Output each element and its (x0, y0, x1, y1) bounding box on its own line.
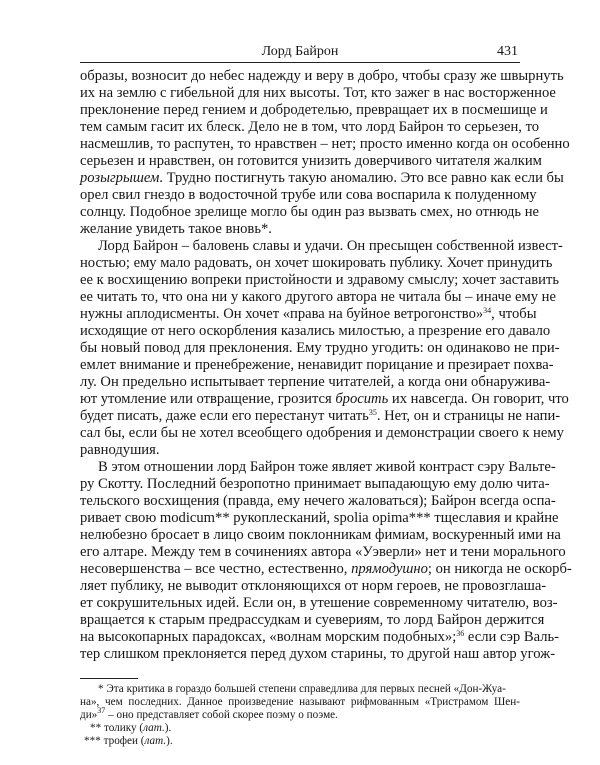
text-run: ру Скотту. Последний безропотно принимает выпадающую ему долю чита- (80, 476, 550, 492)
text-line (80, 340, 560, 357)
text-run: В этом отношении лорд Байрон тоже являет живой контраст сэру Вальте- (98, 459, 556, 475)
text-run: вращается к старым предрассудкам и суевериям, то лорд Байрон держится (80, 612, 545, 628)
footnote-ref: 37 (97, 706, 106, 715)
paragraph (80, 238, 569, 459)
text-line (80, 391, 569, 408)
text-run: исходящие от него оскорбления казались милостью, а презрение его давало (80, 323, 551, 339)
text-line (80, 544, 566, 561)
text-line (80, 68, 564, 85)
text-run: ее читать то, что она ни у какого другого автора не читала бы – иначе ему не (80, 289, 556, 305)
text-run: тем самым гасит их блеск. Дело не в том, что лорд Байрон то серьезен, то (80, 119, 540, 135)
running-header (80, 42, 520, 63)
text-line (80, 646, 556, 663)
text-line (80, 578, 547, 595)
text-run: если сэр Валь- (464, 629, 559, 645)
text-line (80, 85, 556, 102)
text-run: их навсегда. Он говорит, что (388, 391, 569, 407)
italic-text: прямодушно (351, 561, 428, 577)
text-line (80, 323, 551, 340)
text-line (80, 493, 556, 510)
text-line (80, 442, 520, 459)
text-run: лу. Он предельно испытывает терпение читателей, а когда они обнаружива- (80, 374, 551, 390)
text-run: ляет публику, не выводит отклоняющихся от норм героев, не провозглаша- (80, 578, 547, 594)
text-run: ют утомление или отвращение, грозится (80, 391, 336, 407)
text-run: на», чем последних. Данное произведение называют рифмованным «Тристрамом Шен- (80, 696, 520, 708)
text-run: емлет внимание и пренебрежение, ненавидит порицание и презирает похва- (80, 357, 554, 373)
text-run: солнцу. Подобное зрелище могло бы один раз вызвать смех, но отнюдь не (80, 204, 539, 220)
paragraph (80, 459, 572, 663)
text-line (80, 425, 564, 442)
italic-text: лат. (144, 735, 167, 747)
text-line (80, 221, 520, 238)
text-run: тер слишком преклоняется перед духом старины, то другой наш автор угож- (80, 646, 556, 662)
text-line (80, 102, 548, 119)
footnote (80, 722, 520, 735)
text-run: насмешлив, то распутен, то нравствен – нет; просто именно когда он особенно (80, 136, 570, 152)
text-run: их на землю с гибельной для них высоты. Тот, кто зажег в нас восторженное (80, 85, 556, 101)
italic-text: розыгрышем (80, 170, 160, 186)
text-line (80, 374, 551, 391)
text-run: . Нет, он и страницы не напи- (376, 408, 561, 424)
text-line (80, 722, 520, 735)
text-line (80, 170, 564, 187)
text-line (80, 527, 561, 544)
text-run: орел свил гнездо в водосточной трубе или сова воспарила к полуденному (80, 187, 537, 203)
text-line (80, 629, 559, 646)
text-run: * Эта критика в гораздо большей степени справедлива для первых песней «Дон-Жуа- (98, 683, 506, 695)
text-run: сал бы, если бы не хотел всеобщего одобрения и демонстрации своего к нему (80, 425, 564, 441)
body-text (80, 68, 572, 663)
text-run: несовершенства – все честно, естественно, (80, 561, 352, 577)
text-line (80, 706, 520, 722)
text-run: на высокопарных парадоксах, «волнам морским подобных»; (80, 629, 457, 645)
text-run: равнодушия. (80, 442, 160, 458)
text-line (80, 119, 540, 136)
footnote-ref: 35 (368, 408, 377, 417)
text-line (80, 306, 537, 323)
text-line (80, 153, 542, 170)
text-line (80, 136, 570, 153)
text-run: – оно представляет собой скорее поэму о поэме. (105, 709, 338, 721)
text-line (80, 357, 554, 374)
text-run: ностью; ему мало радовать, он хочет шокировать публику. Хочет принудить (80, 255, 553, 271)
text-line (80, 289, 556, 306)
footnote (80, 735, 520, 748)
text-run: ет сокрушительных идей. Если он, в утешение современному читателю, воз- (80, 595, 558, 611)
text-run: ди» (80, 709, 98, 721)
footnote-ref: 34 (483, 306, 492, 315)
text-run: будет писать, даже если его перестанут читать (80, 408, 369, 424)
footnote-ref: 36 (456, 629, 465, 638)
text-run: , чтобы (491, 306, 537, 322)
footnotes (80, 683, 520, 748)
text-line (80, 204, 539, 221)
text-line (80, 612, 545, 629)
text-line (80, 255, 553, 272)
text-line (80, 510, 559, 527)
text-run: . Трудно постигнуть такую аномалию. Это все равно как если бы (159, 170, 564, 186)
italic-text: бросить (335, 391, 389, 407)
text-line (80, 683, 520, 696)
text-run: ривает свою modicum** рукоплесканий, spolia opima*** тщеславия и крайне (80, 510, 559, 526)
text-line (80, 595, 558, 612)
text-line (80, 238, 563, 255)
page-number: 431 (497, 44, 518, 59)
text-line (80, 696, 520, 709)
text-run: желание увидеть такое вновь*. (80, 221, 272, 237)
text-line (80, 476, 550, 493)
text-run: ; он никогда не оскорб- (427, 561, 572, 577)
text-run: ее к восхищению вопреки пристойности и здравому смыслу; хочет заставить (80, 272, 559, 288)
text-run: преклонение перед гением и добродетелью, превращает их в посмешище и (80, 102, 548, 118)
text-run: серьезен и нравствен, он готовится унизить доверчивого читателя жалким (80, 153, 542, 169)
text-run: *** трофеи ( (84, 735, 145, 747)
text-line (80, 459, 556, 476)
text-line (80, 735, 520, 748)
text-run: ). (166, 735, 173, 747)
text-run: нужны аплодисменты. Он хочет «права на буйное ветрогонство» (80, 306, 484, 322)
text-run: ** толику ( (90, 722, 144, 734)
text-line (80, 561, 572, 578)
paragraph (80, 68, 570, 238)
text-line (80, 187, 537, 204)
text-line (80, 272, 559, 289)
running-title: Лорд Байрон (261, 44, 339, 59)
text-run: тельского восхищения (правда, ему нечего жаловаться); Байрон всегда оспа- (80, 493, 556, 509)
text-line (80, 408, 561, 425)
footnote-divider (80, 678, 138, 679)
text-run: образы, возносит до небес надежду и веру в добро, чтобы сразу же швырнуть (80, 68, 564, 84)
footnote (80, 696, 520, 722)
text-run: бы новый повод для преклонения. Ему трудно угодить: он одинаково не при- (80, 340, 560, 356)
italic-text: лат. (143, 722, 165, 734)
text-run: его алтаре. Между тем в сочинениях автора «Уэверли» нет и тени морального (80, 544, 566, 560)
text-run: нелюбезно бросает в лицо своим поклонникам фимиам, воскуренный ими на (80, 527, 561, 543)
text-run: ). (164, 722, 172, 734)
footnote (80, 683, 520, 696)
text-run: Лорд Байрон – баловень славы и удачи. Он пресыщен собственной извест- (98, 238, 563, 254)
